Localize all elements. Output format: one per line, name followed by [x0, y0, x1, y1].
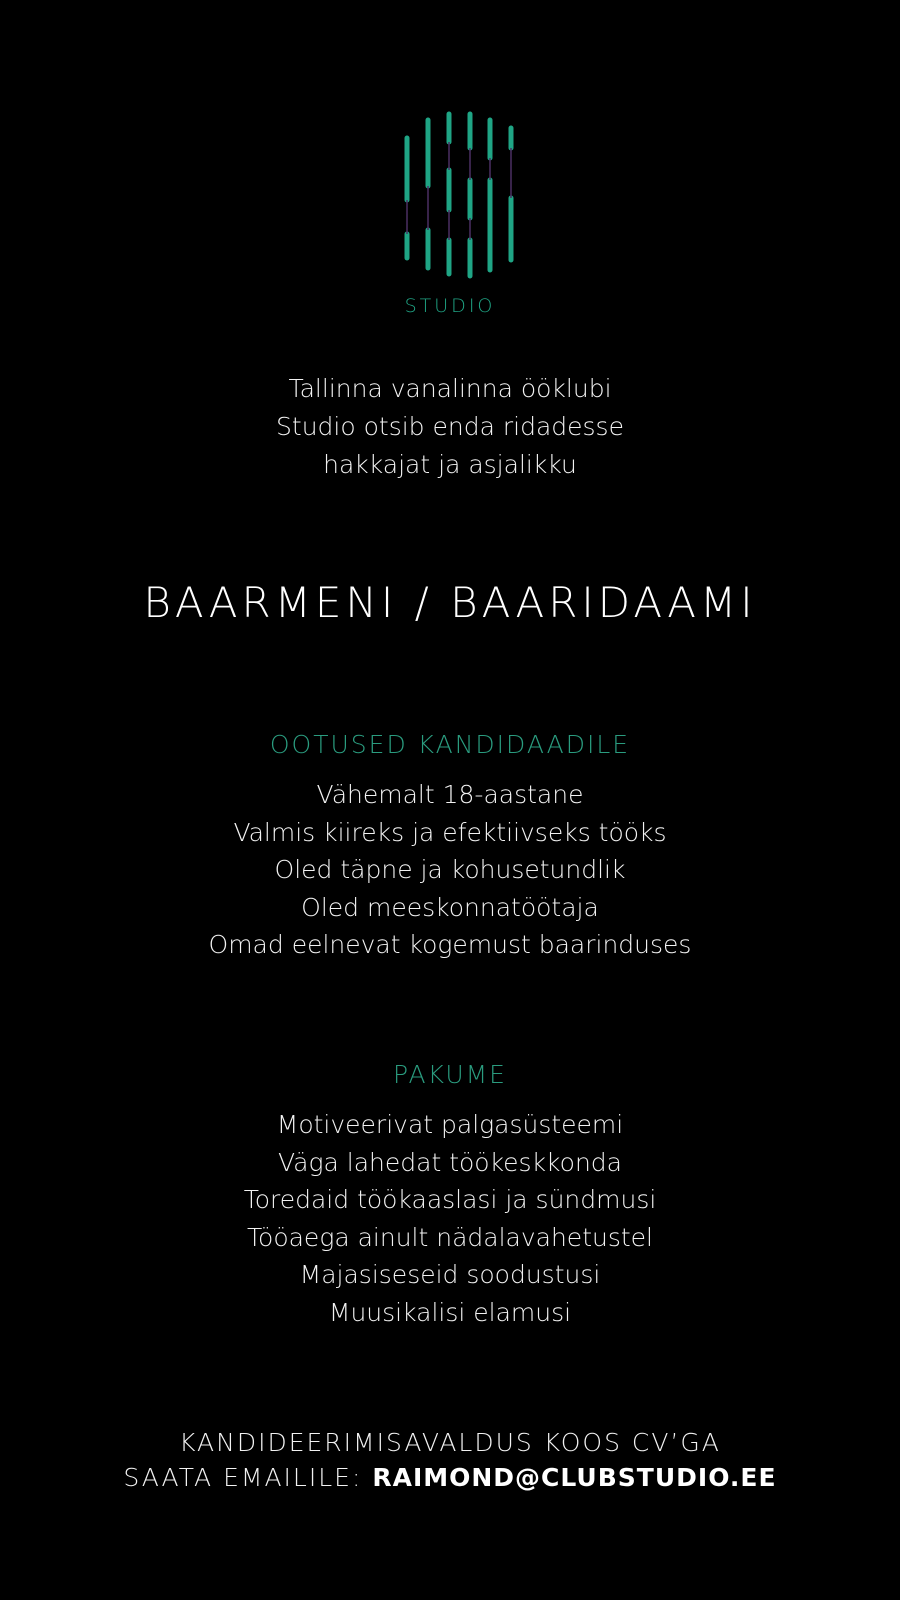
list-item: Motiveerivat palgasüsteemi: [276, 1110, 624, 1139]
list-item: Omad eelnevat kogemust baarinduses: [208, 930, 692, 959]
offer-list: [0, 1106, 900, 1331]
intro-text: [0, 370, 900, 484]
studio-wordmark: STUDIO: [404, 295, 496, 317]
list-item: Tööaega ainult nädalavahetustel: [247, 1222, 653, 1252]
intro-line: hakkajat ja asjalikku: [323, 450, 577, 479]
list-item: Oled täpne ja kohusetundlik: [274, 855, 626, 884]
list-item: Oled meeskonnatöötaja: [301, 892, 599, 922]
list-item: Muusikalisi elamusi: [328, 1297, 572, 1327]
list-item: Toredaid töökaaslasi ja sündmusi: [243, 1185, 657, 1214]
contact-line: [0, 1460, 900, 1495]
contact-line: KANDIDEERIMISAVALDUS KOOS CV’GA: [179, 1428, 721, 1457]
studio-logo-mark: [380, 100, 520, 280]
list-item: Majasiseseid soodustusi: [299, 1260, 601, 1289]
job-title: BAARMENI / BAARIDAAMI: [143, 578, 757, 627]
requirements-list: [0, 776, 900, 964]
contact-prefix: SAATA EMAILILE:: [123, 1463, 363, 1492]
list-item: Valmis kiireks ja efektiivseks tööks: [233, 817, 667, 847]
contact-info: [0, 1425, 900, 1495]
requirements-title: OOTUSED KANDIDAADILE: [269, 730, 631, 759]
intro-line: Studio otsib enda ridadesse: [276, 412, 624, 441]
offer-title: PAKUME: [393, 1060, 507, 1089]
list-item: Vähemalt 18-aastane: [316, 780, 584, 809]
intro-line: Tallinna vanalinna ööklubi: [288, 374, 612, 403]
list-item: Väga lahedat töökeskkonda: [278, 1147, 622, 1177]
email-link[interactable]: RAIMOND@CLUBSTUDIO.EE: [372, 1463, 777, 1492]
